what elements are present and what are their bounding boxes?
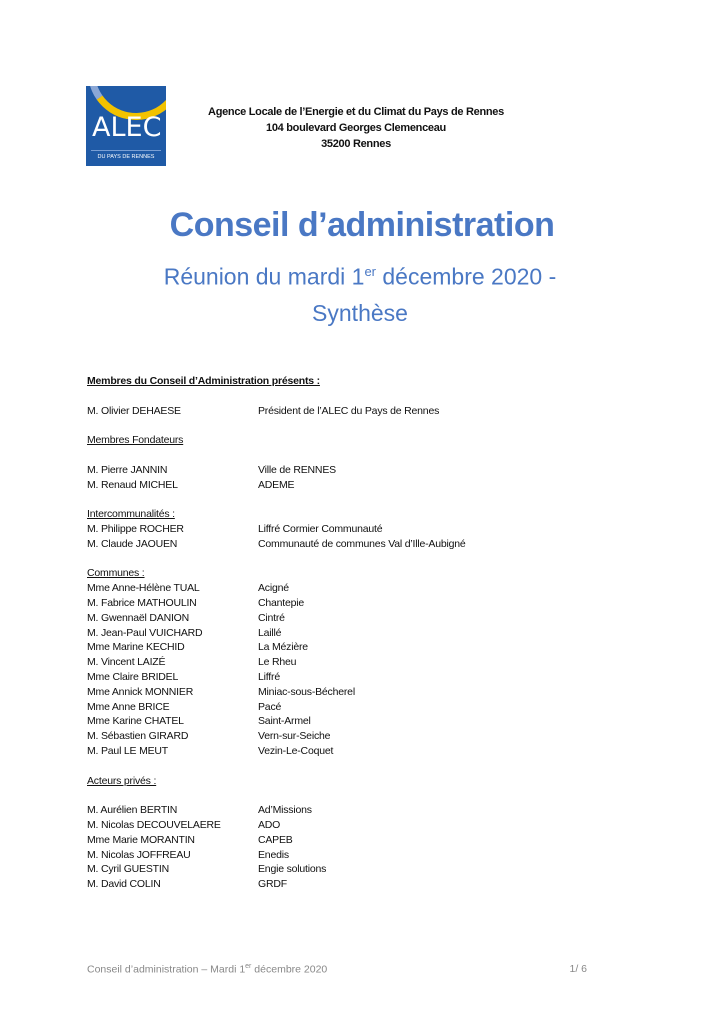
section-heading xyxy=(87,433,647,448)
blank-line xyxy=(87,552,647,567)
attendee-name: M. Philippe ROCHER xyxy=(87,522,184,535)
attendee-row xyxy=(87,744,647,759)
attendee-name: M. Olivier DEHAESE xyxy=(87,404,181,417)
attendee-organization: Enedis xyxy=(258,848,289,861)
section-heading xyxy=(87,374,647,389)
attendee-organization: Cintré xyxy=(258,611,285,624)
org-name: Agence Locale de l’Energie et du Climat du Pays de Rennes xyxy=(208,106,504,118)
blank-line xyxy=(87,448,647,463)
section-heading-text: Membres Fondateurs xyxy=(87,434,184,447)
attendee-row xyxy=(87,537,647,552)
footer-sup: er xyxy=(245,963,252,970)
attendee-name: M. Nicolas JOFFREAU xyxy=(87,848,191,861)
org-city: 35200 Rennes xyxy=(321,138,391,150)
attendee-row xyxy=(87,522,647,537)
attendee-organization: ADO xyxy=(258,818,281,831)
attendee-row xyxy=(87,862,647,877)
attendee-row xyxy=(87,640,647,655)
attendee-name: Mme Karine CHATEL xyxy=(87,715,184,728)
attendee-organization: ADEME xyxy=(258,478,295,491)
alec-logo xyxy=(86,86,166,166)
attendee-organization: Pacé xyxy=(258,700,282,713)
subtitle-line2: Synthèse xyxy=(312,299,408,326)
attendee-row xyxy=(87,729,647,744)
attendee-name: Mme Anne-Hélène TUAL xyxy=(87,582,200,595)
attendee-name: M. Claude JAOUEN xyxy=(87,537,178,550)
attendee-row xyxy=(87,581,647,596)
blank-line xyxy=(87,389,647,404)
attendee-organization: Liffré xyxy=(258,670,280,683)
attendee-organization: Laillé xyxy=(258,626,282,639)
attendee-row xyxy=(87,404,647,419)
attendee-organization: Engie solutions xyxy=(258,863,327,876)
attendee-name: Mme Marine KECHID xyxy=(87,641,185,654)
attendee-row xyxy=(87,655,647,670)
attendee-row xyxy=(87,611,647,626)
attendee-name: M. Paul LE MEUT xyxy=(87,744,169,757)
section-heading-text: Acteurs privés : xyxy=(87,774,157,787)
section-heading-text: Communes : xyxy=(87,567,145,580)
section-heading-text: Intercommunalités : xyxy=(87,508,175,521)
blank-line xyxy=(87,788,647,803)
attendee-organization: La Mézière xyxy=(258,641,308,654)
attendee-name: M. Fabrice MATHOULIN xyxy=(87,596,197,609)
attendee-row xyxy=(87,833,647,848)
attendee-row xyxy=(87,714,647,729)
attendee-row xyxy=(87,596,647,611)
attendee-organization: Ad’Missions xyxy=(258,804,312,817)
footer-post: décembre 2020 xyxy=(251,963,328,976)
logo-divider xyxy=(91,150,161,151)
attendee-organization: Vezin-Le-Coquet xyxy=(258,744,334,757)
attendee-organization: Président de l’ALEC du Pays de Rennes xyxy=(258,404,440,417)
attendee-row xyxy=(87,848,647,863)
subtitle-sup: er xyxy=(364,264,376,279)
document-subtitle xyxy=(60,254,660,331)
subtitle-pre: Réunion du mardi 1 xyxy=(163,263,365,290)
attendee-organization: Saint-Armel xyxy=(258,715,311,728)
attendee-organization: Vern-sur-Seiche xyxy=(258,730,331,743)
attendee-name: Mme Marie MORANTIN xyxy=(87,833,195,846)
section-heading xyxy=(87,566,647,581)
attendee-row xyxy=(87,670,647,685)
attendee-row xyxy=(87,700,647,715)
blank-line xyxy=(87,492,647,507)
logo-text: ALEC xyxy=(92,112,162,143)
attendee-organization: Chantepie xyxy=(258,596,305,609)
attendees-list xyxy=(87,374,647,892)
document-title: Conseil d’administration xyxy=(169,206,555,244)
attendee-row xyxy=(87,685,647,700)
attendee-organization: Miniac-sous-Bécherel xyxy=(258,685,355,698)
attendee-row xyxy=(87,626,647,641)
attendee-name: M. Renaud MICHEL xyxy=(87,478,178,491)
organization-address xyxy=(166,104,546,152)
blank-line xyxy=(87,759,647,774)
attendee-row xyxy=(87,803,647,818)
attendee-name: M. Nicolas DECOUVELAERE xyxy=(87,818,221,831)
attendee-name: M. Cyril GUESTIN xyxy=(87,863,169,876)
section-heading xyxy=(87,507,647,522)
attendee-name: M. Gwennaël DANION xyxy=(87,611,190,624)
attendee-name: M. Jean-Paul VUICHARD xyxy=(87,626,203,639)
attendee-name: M. Sébastien GIRARD xyxy=(87,730,189,743)
attendee-organization: Acigné xyxy=(258,582,289,595)
blank-line xyxy=(87,418,647,433)
page-footer xyxy=(87,963,587,976)
attendee-row xyxy=(87,818,647,833)
attendee-organization: Liffré Cormier Communauté xyxy=(258,522,383,535)
attendee-row xyxy=(87,877,647,892)
section-heading xyxy=(87,774,647,789)
page-number: 1/ 6 xyxy=(569,963,587,975)
attendee-name: M. David COLIN xyxy=(87,878,161,891)
attendee-name: Mme Claire BRIDEL xyxy=(87,670,179,683)
attendee-name: Mme Anne BRICE xyxy=(87,700,170,713)
attendee-organization: Communauté de communes Val d’Ille-Aubigné xyxy=(258,537,466,550)
attendee-organization: CAPEB xyxy=(258,833,293,846)
attendee-name: M. Aurélien BERTIN xyxy=(87,804,178,817)
attendee-row xyxy=(87,463,647,478)
logo-subtext: DU PAYS DE RENNES xyxy=(97,154,155,160)
org-street: 104 boulevard Georges Clemenceau xyxy=(266,122,446,134)
attendee-organization: Le Rheu xyxy=(258,656,297,669)
attendee-name: Mme Annick MONNIER xyxy=(87,685,194,698)
section-heading-text: Membres du Conseil d’Administration présents : xyxy=(87,375,320,387)
attendee-name: M. Vincent LAIZÉ xyxy=(87,656,166,669)
attendee-organization: Ville de RENNES xyxy=(258,463,336,476)
subtitle-post: décembre 2020 - xyxy=(376,263,557,290)
footer-pre: Conseil d’administration – Mardi 1 xyxy=(87,963,246,976)
attendee-name: M. Pierre JANNIN xyxy=(87,463,168,476)
attendee-row xyxy=(87,478,647,493)
attendee-organization: GRDF xyxy=(258,878,287,891)
